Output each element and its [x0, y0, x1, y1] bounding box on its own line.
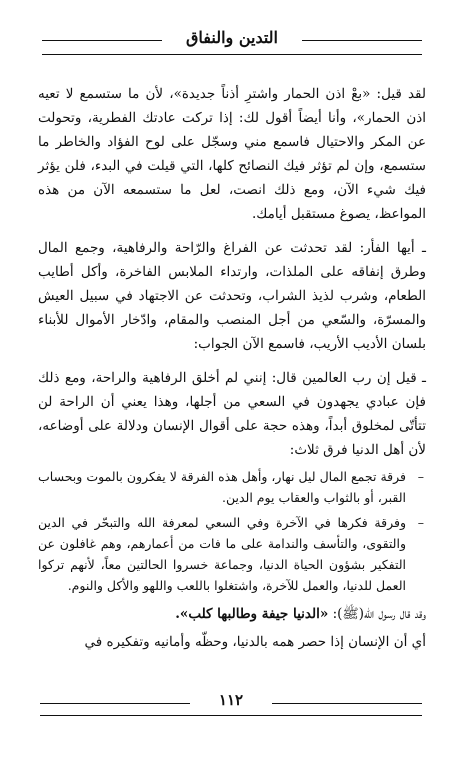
running-header	[42, 26, 422, 55]
paragraph-1: لقد قيل: «بعْ اذن الحمار واشترِ أذناً جديدة»، لأن ما ستسمع لا تعيه اذن الحمار»، وأنا أيضاً أقول لك: إذا تركت عادتك الفطرية، وتحولت عن المكر والاحتيال فاسمع مني وسجّل على لوح الفؤاد والخاطر ما ستسمع، وإن لم تؤثر فيك النصائح كلها، التي قيلت في البدء، فلن يؤثر فيك شيء الآن، ومع ذلك انصت، لعل ما ستسمعه الآن من هذه المواعظ، يصوغ مستقبل أيامك.	[38, 86, 426, 222]
page-footer	[40, 691, 422, 716]
closing-paragraph: أي أن الإنسان إذا حصر همه بالدنيا، وحظّه وأمانيه وتفكيره في	[84, 634, 426, 650]
list-item: – وفرقة فكرها في الآخرة وفي السعي لمعرفة الله والتبحّر في الدين والتقوى، والتأسف والندامة على ما فات من أعمارهم، وهم غافلون عن التفكير بشؤون الحياة الدنيا، وجماعة خسروا الحالتين معاً، لأنهم تركوا العمل للدنيا، والعمل للآخرة، واشتغلوا باللعب واللهو والأكل والنوم.	[38, 512, 406, 596]
header-title: التدين والنفاق	[185, 28, 279, 47]
hadith-intro: وقد قال رسول الله(ﷺ):	[328, 606, 426, 622]
hadith-paragraph	[38, 602, 426, 626]
paragraph-3: ـ قيل إن رب العالمين قال: إنني لم أخلق الرفاهية والراحة، ومع ذلك فإن عبادي يجهدون في السعي من أجلها، وهذا يعني أن الراحة لن تتأتّى لمخلوق أبداً، وهذه حجة على أقوال الإنسان ودلالة على أوضاعه، لأن أهل الدنيا فرق ثلاث:	[38, 370, 426, 458]
paragraph-2: ـ أيها الفأر: لقد تحدثت عن الفراغ والرّاحة والرفاهية، وجمع المال وطرق إنفاقه على الملذات، وارتداء الملابس الفاخرة، وأكل أطايب الطعام، وشرب لذيذ الشراب، وتحدثت عن الاجتهاد في سبيل العيش والمسرّة، والسّعي من أجل المنصب والمقام، وادّخار الأموال للأبناء بلسان الأديب الأريب، فاسمع الآن الجواب:	[38, 240, 426, 352]
list-item: – فرقة تجمع المال ليل نهار، وأهل هذه الفرقة لا يفكرون بالموت وبحساب القبر، أو بالثواب والعقاب يوم الدين.	[38, 466, 406, 508]
page-body	[38, 82, 426, 664]
hadith-quote: «الدنيا جيفة وطالبها كلب».	[175, 606, 329, 622]
footer-rule-right	[272, 703, 422, 704]
footer-rule-left	[40, 703, 190, 704]
page-number: ١١٢	[213, 691, 249, 709]
groups-list	[38, 466, 426, 596]
header-rule-right	[302, 40, 422, 41]
header-rule-left	[42, 40, 162, 41]
